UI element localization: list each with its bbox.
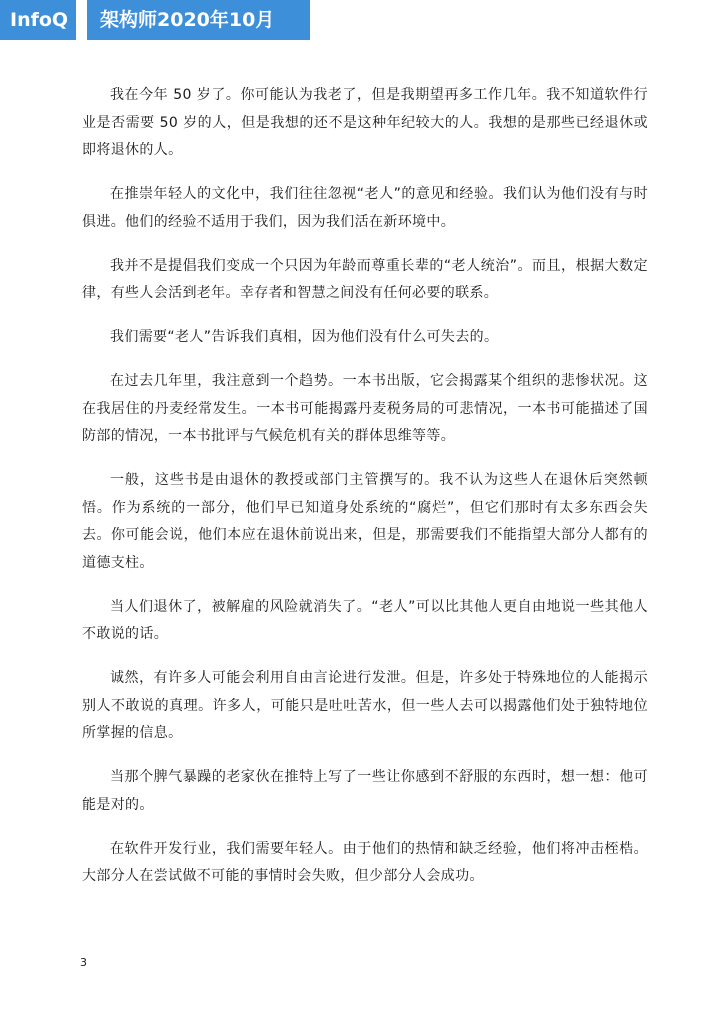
article-body (82, 82, 648, 907)
paragraph: 我们需要“老人”告诉我们真相，因为他们没有什么可失去的。 (110, 329, 499, 345)
page-header (0, 0, 725, 40)
paragraph: 当那个脾气暴躁的老家伙在推特上写了一些让你感到不舒服的东西时，想一想：他可能是对的。 (82, 769, 648, 813)
paragraph: 我在今年 50 岁了。你可能认为我老了，但是我期望再多工作几年。我不知道软件行业是否需要 50 岁的人，但是我想的还不是这种年纪较大的人。我想的是那些已经退休或即将退休的人。 (82, 87, 648, 158)
issue-title-badge: 架构师2020年10月 (87, 0, 310, 40)
paragraph: 在过去几年里，我注意到一个趋势。一本书出版，它会揭露某个组织的悲惨状况。这在我居住的丹麦经常发生。一本书可能揭露丹麦税务局的可悲情况，一本书可能描述了国防部的情况，一本书批评与气候危机有关的群体思维等等。 (82, 373, 648, 444)
paragraph: 在软件开发行业，我们需要年轻人。由于他们的热情和缺乏经验，他们将冲击桎梏。大部分人在尝试做不可能的事情时会失败，但少部分人会成功。 (82, 840, 648, 884)
paragraph: 在推崇年轻人的文化中，我们往往忽视“老人”的意见和经验。我们认为他们没有与时俱进。他们的经验不适用于我们，因为我们活在新环境中。 (82, 186, 648, 230)
paragraph: 诚然，有许多人可能会利用自由言论进行发泄。但是，许多处于特殊地位的人能揭示别人不敢说的真理。许多人，可能只是吐吐苦水，但一些人去可以揭露他们处于独特地位所掌握的信息。 (82, 670, 648, 741)
paragraph: 当人们退休了，被解雇的风险就消失了。“老人”可以比其他人更自由地说一些其他人不敢说的话。 (82, 598, 648, 642)
brand-badge: InfoQ (0, 0, 76, 40)
page-number: 3 (80, 956, 87, 969)
paragraph: 我并不是提倡我们变成一个只因为年龄而尊重长辈的“老人统治”。而且，根据大数定律，有些人会活到老年。幸存者和智慧之间没有任何必要的联系。 (82, 257, 648, 301)
paragraph: 一般，这些书是由退休的教授或部门主管撰写的。我不认为这些人在退休后突然顿悟。作为系统的一部分，他们早已知道身处系统的“腐烂”，但它们那时有太多东西会失去。你可能会说，他们本应在退休前说出来，但是，那需要我们不能指望大部分人都有的道德支柱。 (82, 472, 648, 571)
